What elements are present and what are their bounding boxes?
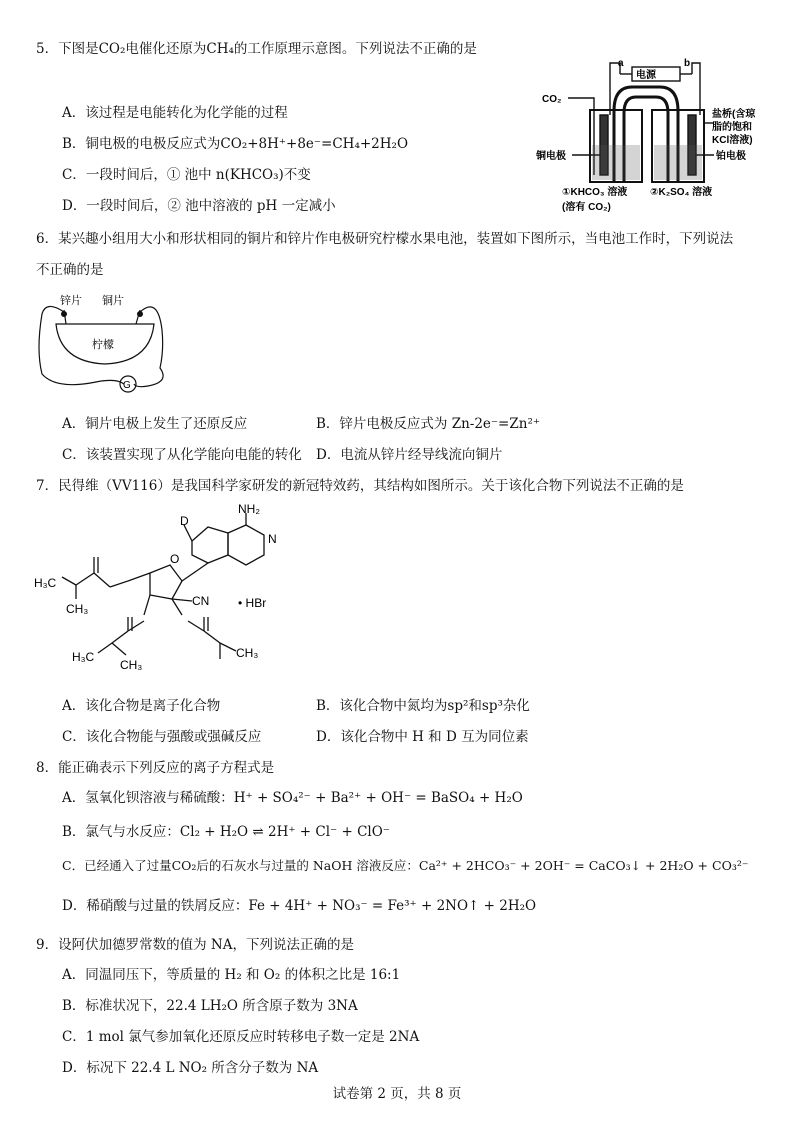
deuterium-label: D	[180, 514, 189, 528]
q5-stem: 5．下图是CO₂电催化还原为CH₄的工作原理示意图。下列说法不正确的是	[36, 41, 477, 57]
q6-stem-line1: 6．某兴趣小组用大小和形状相同的铜片和锌片作电极研究柠檬水果电池，装置如下图所示，当电池工作时，下列说法	[36, 231, 734, 247]
q5-electrolysis-figure	[532, 55, 762, 220]
q7-option-b: B．该化合物中氮均为sp²和sp³杂化	[316, 698, 530, 714]
zinc-label: 锌片	[60, 295, 82, 307]
q5-option-c: C．一段时间后，① 池中 n(KHCO₃)不变	[62, 167, 311, 183]
q8-option-a: A．氢氧化钡溶液与稀硫酸：H⁺ + SO₄²⁻ + Ba²⁺ + OH⁻ = BaSO₄ + H₂O	[62, 790, 523, 806]
label-b: b	[684, 58, 691, 69]
methyl-label-3: H₃C	[72, 650, 95, 664]
methyl-label-1: H₃C	[34, 576, 57, 590]
hbr-label: • HBr	[238, 596, 267, 610]
q7-option-c: C．该化合物能与强酸或强碱反应	[62, 729, 262, 745]
q9-option-c: C．1 mol 氯气参加氧化还原反应时转移电子数一定是 2NA	[62, 1029, 420, 1045]
q6-option-a: A．铜片电极上发生了还原反应	[62, 416, 248, 432]
q9-option-b: B．标准状况下，22.4 LH₂O 所含原子数为 3NA	[62, 998, 358, 1014]
methyl-label-5: CH₃	[236, 646, 259, 660]
q7-molecule-figure	[32, 503, 292, 683]
methyl-label-2: CH₃	[66, 602, 89, 616]
co2-label: CO₂	[542, 94, 562, 105]
salt-bridge-label-2: 脂的饱和	[712, 122, 752, 133]
q7-option-a: A．该化合物是离子化合物	[62, 698, 221, 714]
cell1-label: ①KHCO₃ 溶液	[562, 187, 628, 198]
q9-option-d: D．标况下 22.4 L NO₂ 所含分子数为 NA	[62, 1060, 319, 1076]
q8-option-c: C．已经通入了过量CO₂后的石灰水与过量的 NaOH 溶液反应：Ca²⁺ + 2HCO₃⁻ + 2OH⁻ = CaCO₃↓ + 2H₂O + CO₃²⁻	[62, 858, 749, 873]
q6-lemon-battery-figure	[36, 290, 186, 396]
q9-stem: 9．设阿伏加德罗常数的值为 NA，下列说法正确的是	[36, 937, 354, 953]
page-footer: 试卷第 2 页，共 8 页	[332, 1086, 462, 1102]
q6-option-c: C．该装置实现了从化学能向电能的转化	[62, 447, 302, 463]
q5-option-d: D．一段时间后，② 池中溶液的 pH 一定减小	[62, 198, 336, 214]
ring-n-label: N	[268, 532, 277, 546]
q8-stem: 8．能正确表示下列反应的离子方程式是	[36, 760, 275, 776]
q8-option-d: D．稀硝酸与过量的铁屑反应：Fe + 4H⁺ + NO₃⁻ = Fe³⁺ + 2NO↑ + 2H₂O	[62, 898, 537, 914]
cell1-sublabel: (溶有 CO₂)	[562, 202, 611, 213]
q5-option-a: A．该过程是电能转化为化学能的过程	[62, 105, 288, 121]
cu-electrode-label: 铜电极	[536, 151, 566, 162]
label-a: a	[618, 58, 624, 69]
q6-option-b: B．锌片电极反应式为 Zn-2e⁻=Zn²⁺	[316, 416, 540, 432]
pt-electrode-label: 铂电极	[716, 151, 746, 162]
salt-bridge-label-3: KCl溶液)	[712, 135, 753, 146]
amino-label: NH₂	[238, 503, 260, 516]
q6-option-d: D．电流从锌片经导线流向铜片	[316, 447, 503, 463]
q8-option-b: B．氯气与水反应：Cl₂ + H₂O ⇌ 2H⁺ + Cl⁻ + ClO⁻	[62, 824, 390, 840]
copper-label: 铜片	[102, 295, 124, 307]
q6-stem-line2: 不正确的是	[36, 262, 104, 278]
galvanometer-label: G	[123, 380, 131, 391]
q9-option-a: A．同温同压下，等质量的 H₂ 和 O₂ 的体积之比是 16:1	[62, 967, 401, 983]
methyl-label-4: CH₃	[120, 658, 143, 672]
q5-option-b: B．铜电极的电极反应式为CO₂+8H⁺+8e⁻=CH₄+2H₂O	[62, 136, 409, 152]
cyano-label: CN	[192, 594, 210, 608]
salt-bridge-label-1: 盐桥(含琼	[712, 109, 756, 120]
cell2-label: ②K₂SO₄ 溶液	[650, 187, 713, 198]
power-label: 电源	[636, 70, 656, 81]
ring-o-label: O	[170, 552, 180, 566]
lemon-label: 柠檬	[92, 339, 114, 351]
q7-option-d: D．该化合物中 H 和 D 互为同位素	[316, 729, 529, 745]
q7-stem: 7．民得维（VV116）是我国科学家研发的新冠特效药，其结构如图所示。关于该化合物下列说法不正确的是	[36, 478, 684, 494]
